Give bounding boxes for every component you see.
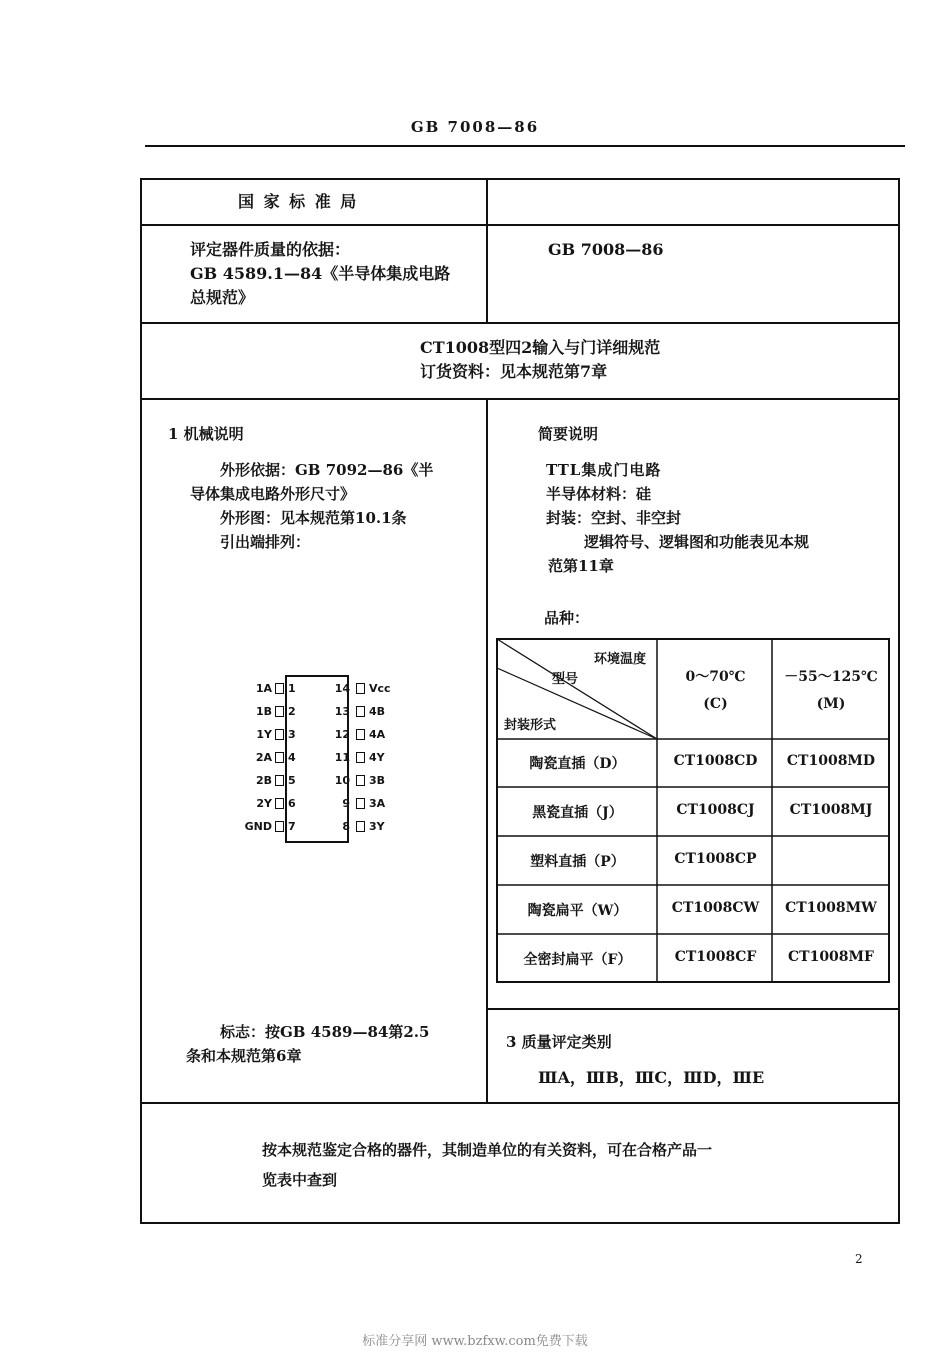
document-code: GB 7008—86 [410, 118, 540, 136]
footer-watermark: 标准分享网 www.bzfxw.com免费下载 [362, 1334, 588, 1349]
header-rule [145, 145, 905, 147]
pin-box [275, 821, 284, 832]
column-divider [486, 178, 488, 322]
bureau-name: 国 家 标 准 局 [238, 192, 359, 211]
marking-line-2: 条和本规范第6章 [186, 1047, 302, 1065]
spec-title: CT1008型四2输入与门详细规范 [420, 338, 661, 357]
table-header-env-temp: 环境温度 [594, 652, 647, 667]
pin-box [356, 798, 365, 809]
pin-box [356, 706, 365, 717]
pin-box [275, 706, 284, 717]
pin-label: 3A [369, 797, 386, 810]
pin-box [275, 729, 284, 740]
table-header-m-range: －55～125℃ [784, 669, 878, 685]
quality-classes: ⅢA，ⅢB，ⅢC，ⅢD，ⅢE [538, 1068, 765, 1087]
table-cell-model-m: CT1008MF [788, 949, 874, 965]
pin-number: 7 [288, 820, 296, 833]
variety-label: 品种： [544, 609, 590, 627]
basis-line-2: GB 4589.1—84《半导体集成电路 [190, 264, 451, 283]
table-cell-model-m: CT1008MD [786, 753, 876, 769]
table-header-c-range: 0～70℃ [685, 669, 746, 685]
basis-line-1: 评定器件质量的依据： [190, 240, 351, 259]
divider [140, 398, 900, 400]
pin-number: 8 [342, 820, 350, 833]
qualification-note-line-2: 览表中查到 [262, 1171, 338, 1189]
table-header-model: 型号 [552, 672, 579, 687]
pin-label: Vcc [369, 682, 391, 695]
mechanical-heading: 1 机械说明 [168, 425, 244, 443]
table-cell-model-m: CT1008MJ [789, 802, 873, 818]
divider [486, 1008, 900, 1010]
pin-number: 1 [288, 682, 296, 695]
column-divider [486, 398, 488, 1102]
pin-label: 1Y [256, 728, 272, 741]
pin-box [356, 821, 365, 832]
pin-label: 4A [369, 728, 386, 741]
table-cell-model-c: CT1008CP [674, 851, 757, 867]
standard-number: GB 7008—86 [548, 240, 664, 259]
summary-line-4: 逻辑符号、逻辑图和功能表见本规 [584, 533, 810, 551]
marking-line-1: 标志：按GB 4589—84第2.5 [220, 1023, 430, 1041]
pin-number: 9 [342, 797, 350, 810]
pin-number: 11 [334, 751, 350, 764]
divider [140, 1102, 900, 1104]
pin-box [275, 752, 284, 763]
pin-label: 1A [255, 682, 272, 695]
page-number: 2 [855, 1252, 863, 1266]
mechanical-line-4: 引出端排列： [220, 533, 311, 551]
table-cell-package: 塑料直插（P） [530, 854, 625, 870]
order-info: 订货资料：见本规范第7章 [420, 362, 608, 381]
table-cell-model-m: CT1008MW [785, 900, 877, 916]
table-cell-package: 陶瓷扁平（W） [527, 903, 628, 919]
pin-number: 4 [288, 751, 296, 764]
pin-number: 5 [288, 774, 296, 787]
pin-box [356, 729, 365, 740]
pin-number: 13 [334, 705, 350, 718]
table-cell-package: 全密封扁平（F） [523, 952, 632, 968]
summary-line-5: 范第11章 [548, 557, 614, 575]
pin-label: 1B [255, 705, 272, 718]
pin-number: 3 [288, 728, 296, 741]
quality-heading: 3 质量评定类别 [506, 1033, 612, 1051]
table-header-m-code: (M) [816, 696, 846, 712]
divider [140, 322, 900, 324]
pin-label: 4B [369, 705, 386, 718]
pin-label: 4Y [369, 751, 385, 764]
table-cell-package: 黑瓷直插（J） [532, 805, 623, 821]
summary-line-2: 半导体材料：硅 [546, 485, 652, 503]
pin-label: 3Y [369, 820, 385, 833]
pin-label: 2B [255, 774, 272, 787]
table-cell-package: 陶瓷直插（D） [529, 756, 626, 772]
table-header-package: 封装形式 [504, 718, 557, 733]
pin-number: 6 [288, 797, 296, 810]
pin-box [275, 798, 284, 809]
pin-box [356, 775, 365, 786]
table-cell-model-c: CT1008CJ [676, 802, 755, 818]
pin-label: GND [244, 820, 272, 833]
mechanical-line-2: 导体集成电路外形尺寸》 [190, 485, 356, 503]
divider [140, 224, 900, 226]
mechanical-line-3: 外形图：见本规范第10.1条 [220, 509, 407, 527]
qualification-note-line-1: 按本规范鉴定合格的器件，其制造单位的有关资料，可在合格产品一 [262, 1141, 713, 1159]
pin-box [275, 683, 284, 694]
pin-number: 10 [334, 774, 350, 787]
pin-number: 12 [334, 728, 350, 741]
mechanical-line-1: 外形依据：GB 7092—86《半 [220, 461, 434, 479]
table-cell-model-c: CT1008CW [671, 900, 760, 916]
pin-box [356, 752, 365, 763]
pin-label: 2Y [256, 797, 272, 810]
summary-line-1: TTL集成门电路 [546, 461, 662, 479]
summary-heading: 简要说明 [538, 425, 599, 443]
pin-box [356, 683, 365, 694]
table-cell-model-c: CT1008CD [673, 753, 758, 769]
pin-label: 2A [255, 751, 272, 764]
basis-line-3: 总规范》 [190, 288, 255, 307]
table-cell-model-c: CT1008CF [674, 949, 757, 965]
table-header-c-code: (C) [703, 696, 728, 712]
pin-number: 2 [288, 705, 296, 718]
pin-label: 3B [369, 774, 386, 787]
pin-box [275, 775, 284, 786]
pin-number: 14 [334, 682, 350, 695]
summary-line-3: 封装：空封、非空封 [546, 509, 682, 527]
